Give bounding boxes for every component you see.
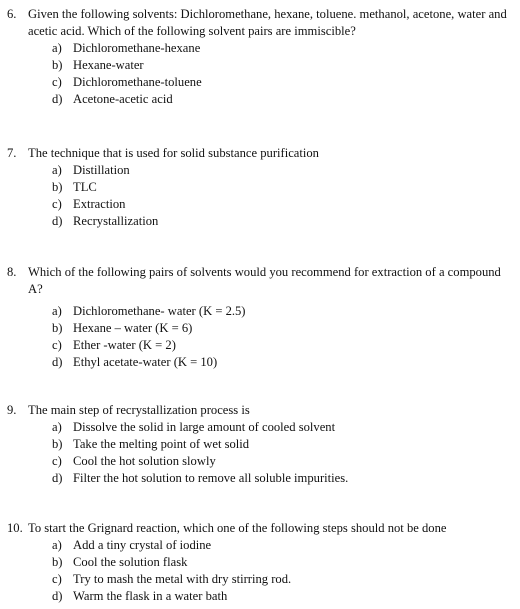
question-text: The technique that is used for solid substance purification [28, 146, 319, 160]
option-letter: d) [52, 92, 63, 106]
option-c [52, 337, 515, 354]
option-text: Recrystallization [73, 214, 159, 228]
option-letter: d) [52, 355, 63, 369]
question-9 [7, 402, 515, 487]
option-a [52, 303, 515, 320]
question-text: To start the Grignard reaction, which one of the following steps should not be done [28, 521, 447, 535]
option-letter: a) [52, 41, 62, 55]
question-number: 10. [7, 521, 23, 535]
option-letter: c) [52, 454, 62, 468]
question-stem [7, 264, 515, 298]
option-c [52, 571, 515, 588]
option-letter: b) [52, 437, 63, 451]
option-letter: c) [52, 197, 62, 211]
option-letter: a) [52, 304, 62, 318]
question-number: 8. [7, 265, 17, 279]
question-text: Which of the following pairs of solvents would you recommend for extraction of a compound A? [28, 265, 501, 296]
question-number: 6. [7, 7, 17, 21]
option-letter: c) [52, 572, 62, 586]
question-stem [7, 402, 515, 419]
option-a [52, 40, 515, 57]
option-b [52, 554, 515, 571]
option-letter: a) [52, 420, 62, 434]
option-d [52, 588, 515, 605]
option-letter: d) [52, 214, 63, 228]
option-letter: c) [52, 338, 62, 352]
option-text: Add a tiny crystal of iodine [73, 538, 212, 552]
option-letter: a) [52, 163, 62, 177]
option-text: Acetone-acetic acid [73, 92, 173, 106]
question-stem [7, 145, 515, 162]
option-letter: b) [52, 180, 63, 194]
option-text: Hexane – water (K = 6) [73, 321, 193, 335]
option-text: TLC [73, 180, 97, 194]
options-list [52, 537, 515, 605]
option-letter: b) [52, 555, 63, 569]
option-text: Cool the hot solution slowly [73, 454, 216, 468]
option-text: Warm the flask in a water bath [73, 589, 228, 603]
option-letter: d) [52, 471, 63, 485]
option-text: Dissolve the solid in large amount of cooled solvent [73, 420, 336, 434]
question-6 [7, 6, 515, 108]
options-list [52, 303, 515, 371]
option-text: Cool the solution flask [73, 555, 188, 569]
options-list [52, 40, 515, 108]
option-b [52, 436, 515, 453]
question-number: 7. [7, 146, 17, 160]
option-text: Extraction [73, 197, 126, 211]
option-d [52, 354, 515, 371]
option-letter: d) [52, 589, 63, 603]
option-letter: c) [52, 75, 62, 89]
option-d [52, 91, 515, 108]
question-8 [7, 264, 515, 371]
option-text: Dichloromethane- water (K = 2.5) [73, 304, 246, 318]
question-stem [7, 520, 515, 537]
option-text: Distillation [73, 163, 130, 177]
options-list [52, 162, 515, 230]
option-b [52, 320, 515, 337]
option-text: Filter the hot solution to remove all soluble impurities. [73, 471, 349, 485]
option-text: Take the melting point of wet solid [73, 437, 250, 451]
option-a [52, 419, 515, 436]
option-b [52, 179, 515, 196]
option-c [52, 74, 515, 91]
question-text: The main step of recrystallization process is [28, 403, 250, 417]
option-text: Ethyl acetate-water (K = 10) [73, 355, 218, 369]
question-number: 9. [7, 403, 17, 417]
option-text: Try to mash the metal with dry stirring rod. [73, 572, 292, 586]
option-letter: b) [52, 321, 63, 335]
option-a [52, 162, 515, 179]
option-letter: a) [52, 538, 62, 552]
option-c [52, 196, 515, 213]
option-a [52, 537, 515, 554]
option-letter: b) [52, 58, 63, 72]
question-stem [7, 6, 515, 40]
question-7 [7, 145, 515, 230]
option-text: Ether -water (K = 2) [73, 338, 176, 352]
question-10 [7, 520, 515, 605]
option-d [52, 213, 515, 230]
option-text: Hexane-water [73, 58, 144, 72]
question-text: Given the following solvents: Dichloromethane, hexane, toluene. methanol, acetone, water and acetic acid. Which of the following solvent pairs are immiscible? [28, 7, 507, 38]
option-c [52, 453, 515, 470]
option-text: Dichloromethane-hexane [73, 41, 201, 55]
option-b [52, 57, 515, 74]
option-d [52, 470, 515, 487]
option-text: Dichloromethane-toluene [73, 75, 202, 89]
options-list [52, 419, 515, 487]
